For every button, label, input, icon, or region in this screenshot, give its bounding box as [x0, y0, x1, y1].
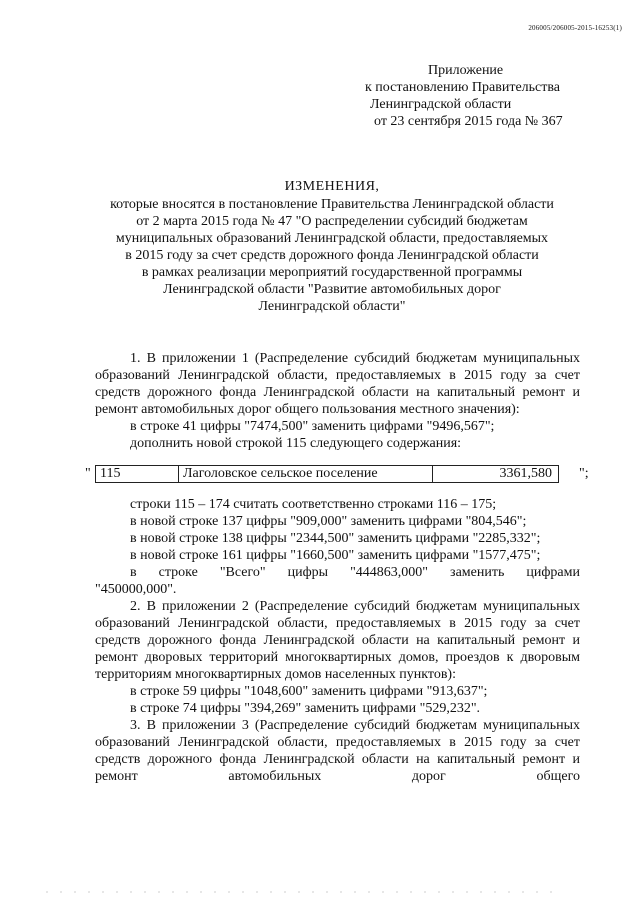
- approval-line-resolution: к постановлению Правительства: [365, 80, 561, 95]
- title-line: от 2 марта 2015 года № 47 "О распределении субсидий бюджетам: [136, 214, 528, 229]
- table-row: [96, 466, 559, 483]
- title-line: которые вносятся в постановление Правительства Ленинградской области: [110, 197, 554, 212]
- approval-line-region: Ленинградской области: [370, 97, 512, 112]
- section-1-line: строки 115 – 174 считать соответственно строками 116 – 175;: [130, 497, 497, 512]
- section-1-line: в новой строке 161 цифры "1660,500" заменить цифрами "1577,475";: [130, 548, 541, 563]
- section-1-line: дополнить новой строкой 115 следующего содержания:: [130, 436, 462, 451]
- document-number: 206005/206005-2015-16253(1): [528, 24, 622, 32]
- section-1-total-line: [95, 564, 580, 581]
- scan-artifact: [40, 889, 560, 895]
- word: заменить: [450, 565, 505, 580]
- open-quote: ": [85, 466, 91, 481]
- title-line: в 2015 году за счет средств дорожного фонда Ленинградской области: [125, 248, 539, 263]
- section-1-line: в новой строке 138 цифры "2344,500" заменить цифрами "2285,332";: [130, 531, 541, 546]
- title-line: Ленинградской области "Развитие автомобильных дорог: [163, 282, 501, 297]
- approval-line-appendix: Приложение: [428, 63, 504, 78]
- section-1-line: в новой строке 137 цифры "909,000" заменить цифрами "804,546";: [130, 514, 527, 529]
- title-line: муниципальных образований Ленинградской области, предоставляемых: [115, 231, 549, 246]
- word: цифрами: [526, 565, 580, 580]
- document-title: [82, 178, 582, 315]
- section-3-text: 3. В приложении 3 (Распределение субсидий бюджетам муниципальных образований Ленинградской области, предоставляемых в 2015 году за счет средств дорожного фонда Ленинградской области на капитальный ремонт и ремонт автомобильных дорог общего: [95, 718, 580, 784]
- word: строке: [158, 565, 198, 580]
- close-quote: ";: [579, 466, 589, 481]
- section-2-line: в строке 59 цифры "1048,600" заменить цифрами "913,637";: [130, 684, 488, 699]
- word: "Всего": [219, 565, 266, 580]
- row-table: [95, 465, 559, 483]
- word: в: [130, 565, 137, 580]
- title-line: в рамках реализации мероприятий государственной программы: [141, 265, 523, 280]
- section-1-line: в строке 41 цифры "7474,500" заменить цифрами "9496,567";: [130, 419, 495, 434]
- section-1-total-end: "450000,000".: [95, 582, 177, 597]
- title-line: Ленинградской области": [258, 299, 406, 314]
- row-name-cell: Лаголовское сельское поселение: [179, 466, 433, 483]
- row-value-cell: 3361,580: [433, 466, 559, 483]
- approval-block: [365, 62, 625, 130]
- approval-line-date: от 23 сентября 2015 года № 367: [374, 114, 563, 129]
- inserted-table-row: [85, 465, 605, 483]
- section-1-text: 1. В приложении 1 (Распределение субсидий бюджетам муниципальных образований Ленинградской области, предоставляемых в 2015 году за счет средств дорожного фонда Ленинградской области на капитальный ремонт и ремонт автомобильных дорог общего пользования местного значения):: [95, 351, 580, 417]
- section-2-text: 2. В приложении 2 (Распределение субсидий бюджетам муниципальных образований Ленинградской области, предоставляемых в 2015 году за счет средств дорожного фонда Ленинградской области на капитальный ремонт и ремонт дворовых территорий многоквартирных домов, проездов к дворовым территориям многоквартирных домов населенных пунктов):: [95, 599, 580, 682]
- document-body: [85, 350, 589, 785]
- section-2-line: в строке 74 цифры "394,269" заменить цифрами "529,232".: [130, 701, 481, 716]
- row-number-cell: 115: [96, 466, 179, 483]
- word: "444863,000": [350, 565, 429, 580]
- word: цифры: [287, 565, 329, 580]
- title-heading: ИЗМЕНЕНИЯ,: [284, 179, 380, 194]
